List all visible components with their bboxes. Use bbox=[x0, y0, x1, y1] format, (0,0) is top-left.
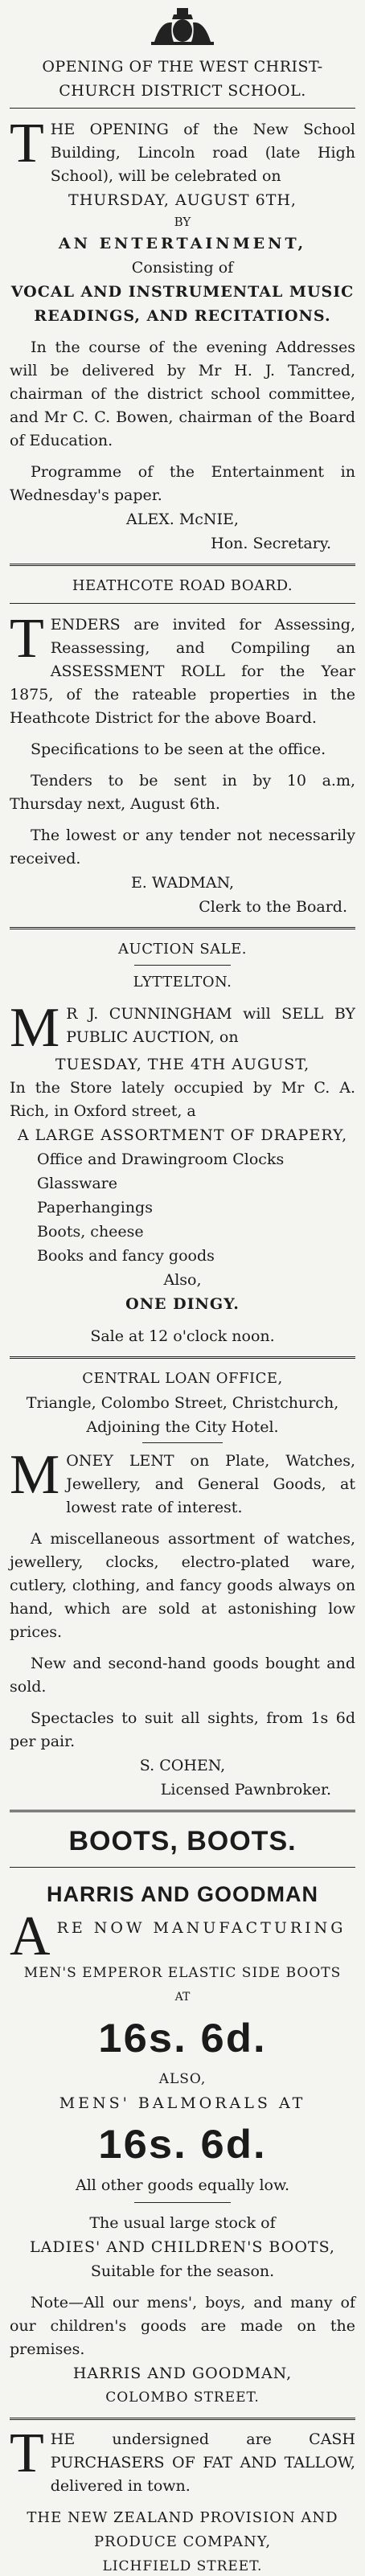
school-sig-name: ALEX. McNIE, bbox=[126, 511, 239, 528]
auction-assortment: A LARGE ASSORTMENT OF DRAPERY, bbox=[17, 1126, 348, 1144]
auction-also: Also, bbox=[163, 1271, 202, 1289]
drop-cap: M bbox=[10, 1450, 60, 1506]
heathcote-text: ENDERS are invited for Assessing, Reassessing, and Compiling an ASSESSMENT ROLL for the Year 1875, of the rateable properties in the Heathcote District for the above Board. bbox=[10, 616, 355, 727]
auction-ad bbox=[10, 937, 355, 1348]
divider bbox=[10, 603, 355, 604]
boots-suitable: Suitable for the season. bbox=[90, 2262, 275, 2280]
divider bbox=[10, 108, 355, 109]
drop-cap: T bbox=[10, 2428, 44, 2484]
divider bbox=[10, 1867, 355, 1868]
auction-location: In the Store lately occupied by Mr C. A. Rich, in Oxford street, a bbox=[10, 1079, 355, 1120]
school-sig-title: Hon. Secretary. bbox=[211, 535, 331, 552]
boots-usual: The usual large stock of bbox=[89, 2214, 276, 2232]
tallow-text: HE undersigned are CASH PURCHASERS OF FAT AND TALLOW, delivered in town. bbox=[50, 2430, 355, 2495]
boots-at: AT bbox=[174, 1991, 191, 2004]
tallow-company: THE NEW ZEALAND PROVISION AND PRODUCE COMPANY, bbox=[27, 2509, 338, 2550]
boots-ladies: LADIES' AND CHILDREN'S BOOTS, bbox=[30, 2238, 335, 2256]
divider bbox=[134, 2202, 231, 2203]
school-heading-1: OPENING OF THE WEST CHRIST- bbox=[42, 58, 323, 76]
auction-heading: AUCTION SALE. bbox=[118, 941, 247, 958]
school-intro-text: HE OPENING of the New School Building, Lincoln road (late High School), will be celebrated on bbox=[50, 121, 355, 185]
loan-misc: A miscellaneous assortment of watches, jewellery, clocks, electro-plated ware, cutlery, clothing, and fancy goods always on hand, which are sold at astonishing low prices. bbox=[10, 1530, 355, 1641]
divider bbox=[134, 965, 231, 966]
tallow-ad bbox=[10, 2428, 355, 2576]
list-item: Glassware bbox=[37, 1175, 118, 1192]
boots-firm: HARRIS AND GOODMAN bbox=[47, 1882, 318, 1906]
school-addresses: In the course of the evening Addresses will be delivered by Mr H. J. Tancred, chairman of the district school committee, and Mr C. C. Bowen, chairman of the Board of Education. bbox=[10, 338, 355, 449]
school-vocal: VOCAL AND INSTRUMENTAL MUSIC bbox=[10, 283, 355, 301]
divider bbox=[142, 1442, 223, 1443]
boots-ad bbox=[10, 1820, 355, 2410]
divider bbox=[10, 2418, 355, 2420]
boots-other: All other goods equally low. bbox=[75, 2176, 290, 2194]
auction-text: R J. CUNNINGHAM will SELL BY PUBLIC AUCTION, on bbox=[66, 1005, 355, 1046]
loan-heading: CENTRAL LOAN OFFICE, bbox=[82, 1370, 283, 1387]
boots-title: BOOTS, BOOTS. bbox=[68, 1826, 297, 1856]
list-item: Paperhangings bbox=[37, 1199, 153, 1216]
divider bbox=[10, 1356, 355, 1359]
list-item: Books and fancy goods bbox=[37, 1247, 215, 1265]
loan-adjoining: Adjoining the City Hotel. bbox=[86, 1418, 279, 1436]
auction-place: LYTTELTON. bbox=[133, 974, 232, 991]
loan-goods: New and second-hand goods bought and sold. bbox=[10, 1655, 355, 1696]
drop-cap: A bbox=[10, 1911, 51, 1961]
auction-dingy: ONE DINGY. bbox=[125, 1295, 240, 1313]
list-item: Office and Drawingroom Clocks bbox=[37, 1151, 285, 1168]
loan-intro bbox=[10, 1450, 355, 1520]
school-programme: Programme of the Entertainment in Wednesday's paper. bbox=[10, 463, 355, 504]
school-heading-2: CHURCH DISTRICT SCHOOL. bbox=[59, 82, 306, 100]
heathcote-heading: HEATHCOTE ROAD BOARD. bbox=[72, 577, 293, 594]
school-entertainment: AN ENTERTAINMENT, bbox=[58, 235, 307, 252]
heathcote-sig-title: Clerk to the Board. bbox=[199, 898, 347, 916]
loan-address: Triangle, Colombo Street, Christchurch, bbox=[26, 1394, 339, 1412]
auction-item-list bbox=[10, 1147, 355, 1268]
divider bbox=[10, 1810, 355, 1812]
crest-icon bbox=[10, 6, 355, 50]
loan-text: ONEY LENT on Plate, Watches, Jewellery, and General Goods, at lowest rate of interest. bbox=[66, 1452, 355, 1516]
boots-balmorals: MENS' BALMORALS AT bbox=[59, 2094, 306, 2112]
boots-also: ALSO, bbox=[158, 2071, 207, 2087]
loan-spectacles: Spectacles to suit all sights, from 1s 6d per pair. bbox=[10, 1709, 355, 1750]
school-readings: READINGS, AND RECITATIONS. bbox=[34, 307, 331, 325]
loan-sig-title: Licensed Pawnbroker. bbox=[160, 1781, 331, 1799]
heathcote-tenders: Tenders to be sent in by 10 a.m, Thursday next, August 6th. bbox=[10, 772, 355, 813]
drop-cap: T bbox=[10, 613, 44, 670]
boots-price-2: 16s. 6d. bbox=[98, 2122, 267, 2167]
boots-note: Note—All our mens', boys, and many of our children's goods are made on the premises. bbox=[10, 2294, 355, 2358]
auction-date: TUESDAY, THE 4TH AUGUST, bbox=[55, 1056, 310, 1073]
auction-sale: Sale at 12 o'clock noon. bbox=[90, 1327, 275, 1345]
school-consisting: Consisting of bbox=[131, 259, 234, 277]
tallow-street: LICHFIELD STREET. bbox=[102, 2558, 263, 2574]
boots-sig-name: HARRIS AND GOODMAN, bbox=[72, 2365, 293, 2382]
heathcote-sig-name: E. WADMAN, bbox=[130, 874, 235, 892]
heathcote-lowest: The lowest or any tender not necessarily received. bbox=[10, 827, 355, 868]
school-opening-ad bbox=[10, 55, 355, 556]
boots-sig-street: COLOMBO STREET. bbox=[105, 2389, 260, 2406]
school-by: BY bbox=[174, 215, 191, 229]
heathcote-ad bbox=[10, 574, 355, 919]
boots-manufacturing: RE NOW MANUFACTURING bbox=[56, 1919, 347, 1937]
auction-intro bbox=[10, 1003, 355, 1052]
boots-price-1: 16s. 6d. bbox=[98, 2016, 267, 2061]
boots-intro bbox=[10, 1911, 355, 1961]
tallow-intro bbox=[10, 2428, 355, 2498]
loan-sig-name: S. COHEN, bbox=[139, 1757, 226, 1774]
list-item: Boots, cheese bbox=[37, 1223, 144, 1241]
school-date: THURSDAY, AUGUST 6TH, bbox=[68, 191, 297, 209]
heathcote-specs: Specifications to be seen at the office. bbox=[31, 740, 326, 758]
divider bbox=[10, 564, 355, 566]
drop-cap: M bbox=[10, 1003, 60, 1052]
school-intro bbox=[10, 118, 355, 188]
drop-cap: T bbox=[10, 118, 44, 174]
boots-product: MEN'S EMPEROR ELASTIC SIDE BOOTS bbox=[23, 1965, 342, 1981]
loan-office-ad bbox=[10, 1367, 355, 1802]
heathcote-intro bbox=[10, 613, 355, 730]
divider bbox=[10, 927, 355, 929]
